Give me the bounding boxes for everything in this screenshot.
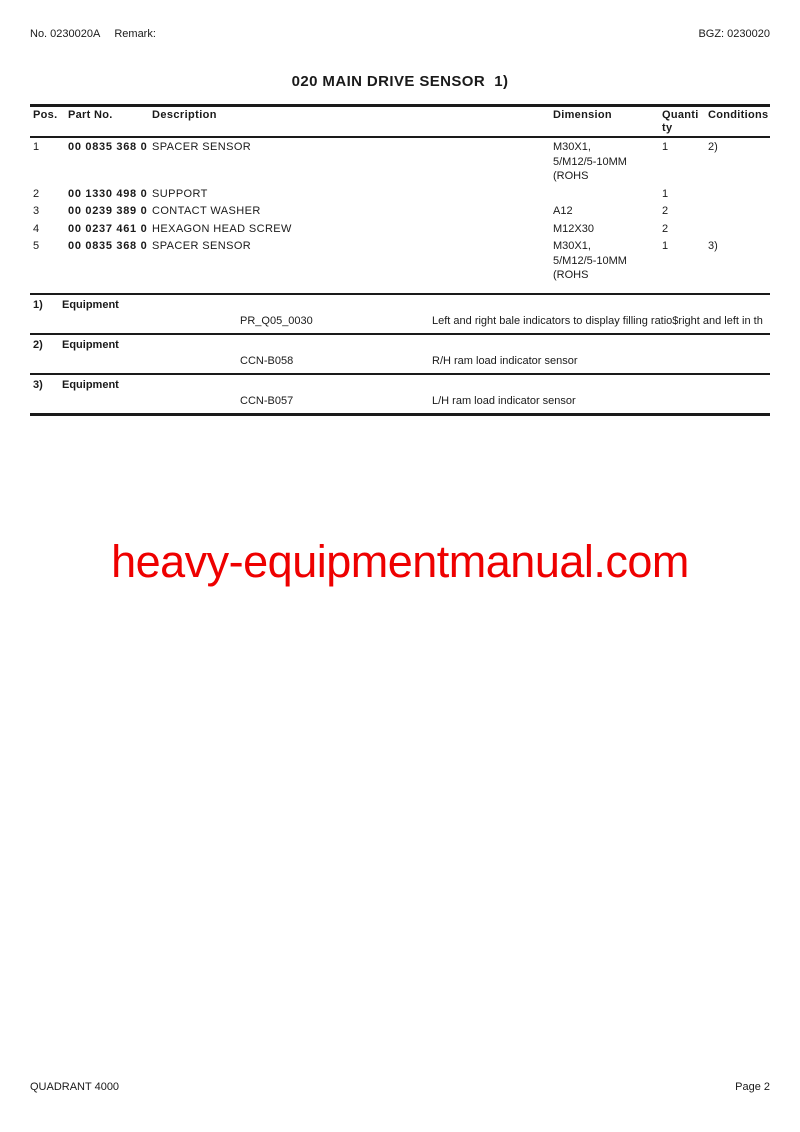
bgz-number: BGZ: 0230020 bbox=[698, 28, 770, 40]
description-cell: SPACER SENSOR bbox=[152, 141, 252, 153]
header-pos: Pos. bbox=[33, 109, 58, 121]
header-description: Description bbox=[152, 109, 217, 121]
footnote-heading: Equipment bbox=[62, 338, 119, 351]
dimension-line: 5/M12/5-10MM bbox=[553, 254, 627, 267]
table-row bbox=[30, 237, 770, 284]
doc-number: No. 0230020A bbox=[30, 28, 101, 40]
page-footer bbox=[30, 1081, 770, 1094]
dimension-cell bbox=[553, 204, 662, 219]
part-no-cell: 00 0835 368 0 bbox=[68, 240, 148, 252]
quantity-cell: 1 bbox=[662, 187, 669, 200]
description-cell: SPACER SENSOR bbox=[152, 240, 252, 252]
dimension-line: (ROHS bbox=[553, 170, 589, 182]
description-cell: SUPPORT bbox=[152, 187, 208, 200]
dimension-line: M12X30 bbox=[553, 222, 594, 235]
footnote bbox=[30, 295, 770, 335]
footnote-marker: 3) bbox=[33, 378, 43, 391]
footnote-heading: Equipment bbox=[62, 378, 119, 391]
header-conditions: Conditions bbox=[708, 109, 769, 121]
pos-cell: 3 bbox=[33, 205, 40, 217]
dimension-line: M30X1, bbox=[553, 240, 591, 252]
parts-table bbox=[30, 104, 770, 416]
part-no-cell: 00 1330 498 0 bbox=[68, 187, 148, 200]
document-header bbox=[30, 28, 770, 41]
condition-cell bbox=[708, 222, 770, 237]
dimension-line: (ROHS bbox=[553, 269, 589, 281]
dimension-cell bbox=[553, 187, 662, 202]
footnote-heading: Equipment bbox=[62, 298, 119, 311]
watermark-text: heavy-equipmentmanual.com bbox=[111, 536, 689, 587]
footnote bbox=[30, 335, 770, 375]
footer-page-number: Page 2 bbox=[735, 1081, 770, 1093]
table-row bbox=[30, 220, 770, 238]
quantity-cell: 1 bbox=[662, 141, 669, 153]
pos-cell: 2 bbox=[33, 187, 40, 200]
dimension-line: M30X1, bbox=[553, 141, 591, 153]
description-cell: HEXAGON HEAD SCREW bbox=[152, 222, 292, 235]
table-header-row bbox=[30, 104, 770, 138]
footer-model-name: QUADRANT 4000 bbox=[30, 1081, 120, 1093]
condition-cell bbox=[708, 187, 770, 202]
footnote-marker: 1) bbox=[33, 298, 43, 311]
footnote-description: L/H ram load indicator sensor bbox=[432, 394, 576, 407]
footnote bbox=[30, 375, 770, 416]
header-dimension: Dimension bbox=[553, 109, 612, 121]
dimension-cell bbox=[553, 222, 662, 237]
table-body bbox=[30, 138, 770, 284]
footnote-description: R/H ram load indicator sensor bbox=[432, 354, 578, 367]
dimension-line: A12 bbox=[553, 205, 573, 217]
page-title: 020 MAIN DRIVE SENSOR 1) bbox=[291, 73, 509, 90]
pos-cell: 4 bbox=[33, 222, 40, 235]
table-row bbox=[30, 138, 770, 185]
description-cell: CONTACT WASHER bbox=[152, 205, 261, 217]
footnote-description: Left and right bale indicators to display filling ratio$right and left in th bbox=[432, 314, 763, 327]
quantity-cell: 2 bbox=[662, 222, 669, 235]
quantity-cell: 1 bbox=[662, 240, 669, 252]
dimension-line: 5/M12/5-10MM bbox=[553, 155, 627, 168]
quantity-cell: 2 bbox=[662, 205, 669, 217]
dimension-cell bbox=[553, 140, 662, 184]
part-no-cell: 00 0239 389 0 bbox=[68, 205, 148, 217]
footnote-code: PR_Q05_0030 bbox=[240, 314, 313, 327]
footnote-code: CCN-B058 bbox=[240, 354, 294, 367]
header-quantity: Quanti ty bbox=[662, 109, 699, 134]
footnote-marker: 2) bbox=[33, 338, 43, 351]
condition-cell bbox=[708, 204, 770, 219]
header-part-no: Part No. bbox=[68, 109, 113, 121]
table-row bbox=[30, 185, 770, 203]
pos-cell: 1 bbox=[33, 141, 40, 153]
pos-cell: 5 bbox=[33, 240, 40, 252]
remark-label: Remark: bbox=[114, 28, 156, 40]
dimension-cell bbox=[553, 239, 662, 283]
footnotes-section bbox=[30, 293, 770, 416]
condition-cell: 2) bbox=[708, 141, 718, 153]
footnote-code: CCN-B057 bbox=[240, 394, 294, 407]
part-no-cell: 00 0835 368 0 bbox=[68, 141, 148, 153]
table-row bbox=[30, 202, 770, 220]
condition-cell: 3) bbox=[708, 240, 718, 252]
part-no-cell: 00 0237 461 0 bbox=[68, 222, 148, 235]
